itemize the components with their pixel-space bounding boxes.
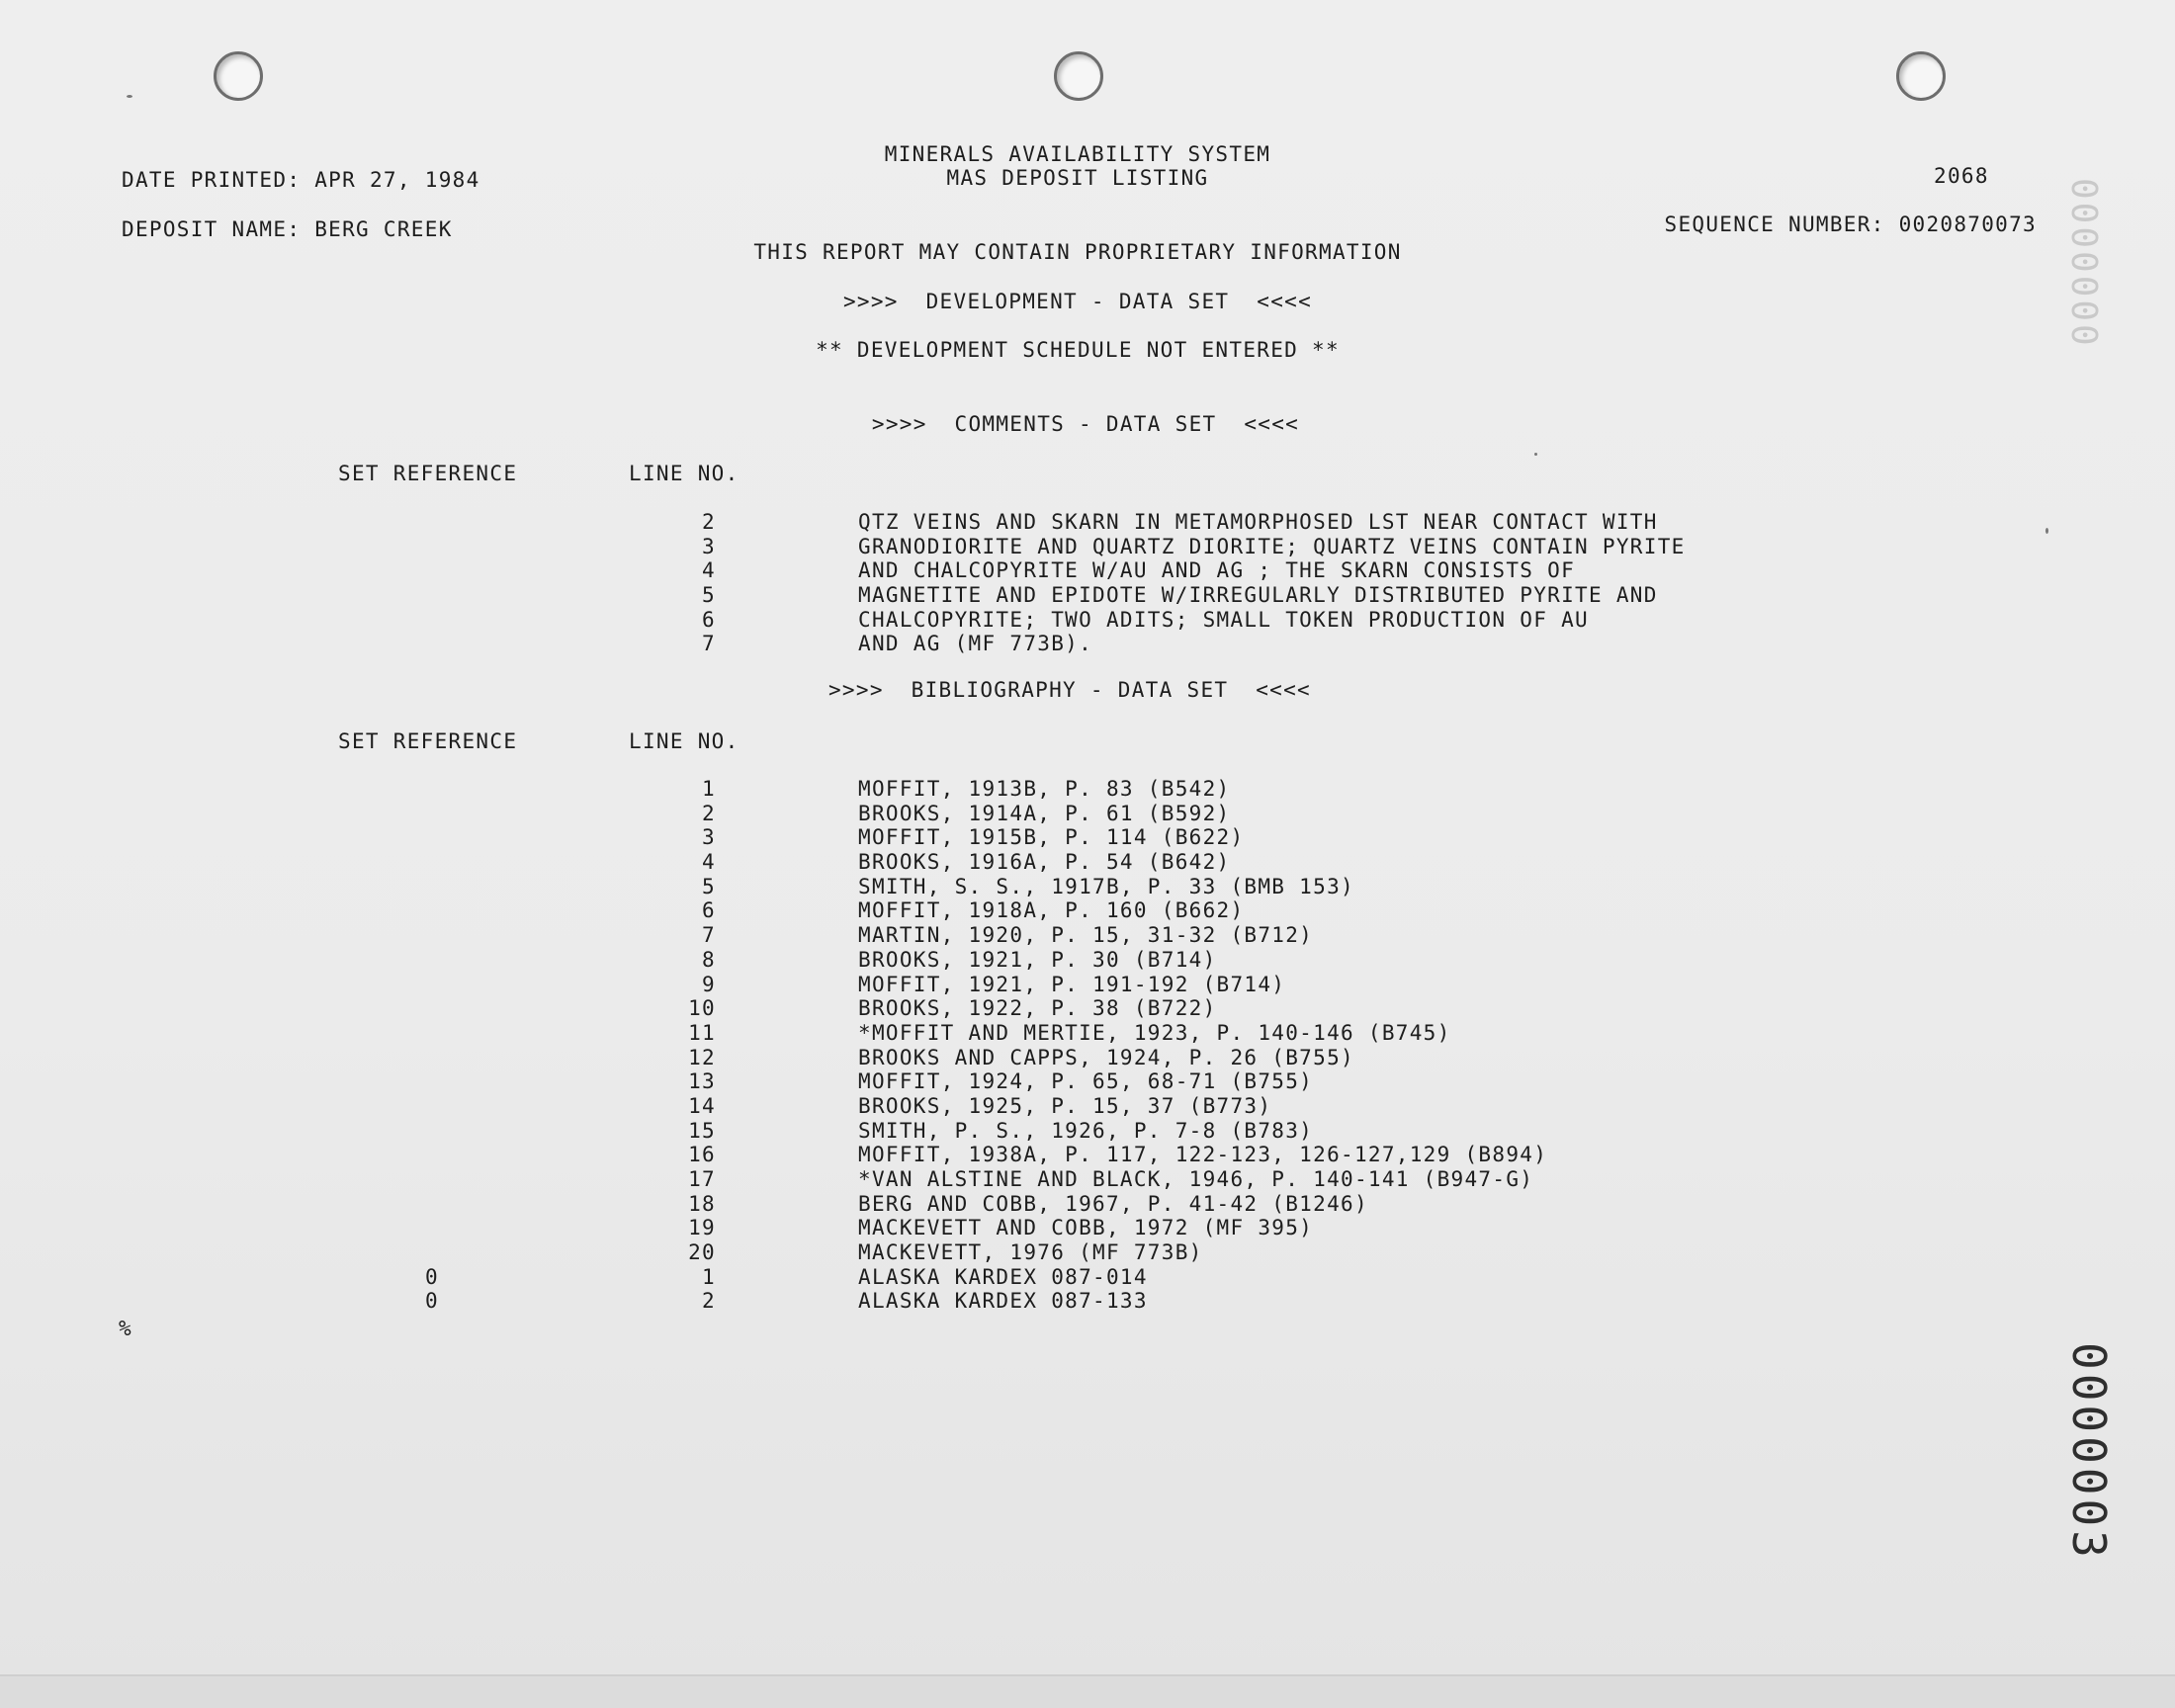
bib-line-no: 11 (688, 1020, 716, 1045)
margin-stamp-faint: 0000000 (2063, 178, 2104, 349)
bib-text: BROOKS, 1925, P. 15, 37 (B773) (858, 1093, 1272, 1118)
bib-text: MARTIN, 1920, P. 15, 31-32 (B712) (858, 923, 1314, 948)
bib-text: *MOFFIT AND MERTIE, 1923, P. 140-146 (B745) (858, 1020, 1451, 1045)
bib-line-no: 18 (688, 1191, 716, 1216)
bibliography-row (0, 1216, 2175, 1240)
bib-line-no: 8 (702, 947, 716, 972)
comment-line-no: 7 (702, 632, 716, 656)
bib-text: MOFFIT, 1924, P. 65, 68-71 (B755) (858, 1069, 1314, 1094)
comment-text: QTZ VEINS AND SKARN IN METAMORPHOSED LST NEAR CONTACT WITH (858, 510, 1658, 534)
comments-col-line-no: LINE NO. (629, 462, 740, 485)
bib-text: MACKEVETT AND COBB, 1972 (MF 395) (858, 1216, 1314, 1240)
bibliography-row (0, 973, 2175, 997)
comment-row (0, 632, 2175, 656)
comment-text: AND CHALCOPYRITE W/AU AND AG ; THE SKARN CONSISTS OF (858, 558, 1576, 583)
bib-line-no: 1 (702, 777, 716, 801)
comment-line-no: 5 (702, 583, 716, 608)
bib-text: SMITH, P. S., 1926, P. 7-8 (B783) (858, 1118, 1314, 1143)
punch-hole-center (1054, 51, 1103, 101)
bib-text: ALASKA KARDEX 087-014 (858, 1264, 1148, 1289)
bibliography-row (0, 898, 2175, 923)
scan-speck (127, 95, 132, 98)
bibliography-row (0, 825, 2175, 850)
bib-text: MACKEVETT, 1976 (MF 773B) (858, 1240, 1203, 1265)
proprietary-notice: THIS REPORT MAY CONTAIN PROPRIETARY INFORMATION (753, 240, 1402, 264)
comment-row (0, 535, 2175, 559)
comment-text: AND AG (MF 773B). (858, 632, 1093, 656)
bib-line-no: 9 (702, 972, 716, 996)
comments-col-set-reference: SET REFERENCE (338, 462, 518, 485)
system-title: MINERALS AVAILABILITY SYSTEM (884, 142, 1271, 166)
bib-text: ALASKA KARDEX 087-133 (858, 1289, 1148, 1314)
bib-set-reference: 0 (425, 1289, 439, 1314)
development-note: ** DEVELOPMENT SCHEDULE NOT ENTERED ** (816, 338, 1340, 362)
comments-rows (0, 510, 2175, 656)
bib-text: MOFFIT, 1918A, P. 160 (B662) (858, 898, 1245, 923)
bibliography-row (0, 1265, 2175, 1290)
punch-hole-left (214, 51, 263, 101)
bib-line-no: 6 (702, 898, 716, 923)
bibliography-col-set-reference: SET REFERENCE (338, 729, 518, 753)
bib-text: BROOKS, 1922, P. 38 (B722) (858, 996, 1217, 1021)
comment-line-no: 4 (702, 558, 716, 583)
bibliography-row (0, 850, 2175, 875)
bib-line-no: 2 (702, 801, 716, 825)
comment-row (0, 608, 2175, 633)
bib-text: *VAN ALSTINE AND BLACK, 1946, P. 140-141 (B947-G) (858, 1167, 1534, 1191)
bib-text: BROOKS AND CAPPS, 1924, P. 26 (B755) (858, 1045, 1354, 1069)
comment-row (0, 558, 2175, 583)
bib-line-no: 2 (702, 1289, 716, 1314)
bib-text: MOFFIT, 1938A, P. 117, 122-123, 126-127,129 (B894) (858, 1143, 1548, 1167)
comment-text: MAGNETITE AND EPIDOTE W/IRREGULARLY DISTRIBUTED PYRITE AND (858, 583, 1658, 608)
comment-text: CHALCOPYRITE; TWO ADITS; SMALL TOKEN PRODUCTION OF AU (858, 607, 1589, 632)
bibliography-row (0, 1119, 2175, 1144)
punch-hole-right (1896, 51, 1946, 101)
bibliography-rows (0, 777, 2175, 1314)
date-printed: DATE PRINTED: APR 27, 1984 (122, 168, 480, 192)
bib-text: BERG AND COBB, 1967, P. 41-42 (B1246) (858, 1191, 1368, 1216)
bibliography-row (0, 996, 2175, 1021)
comment-row (0, 583, 2175, 608)
bibliography-row (0, 1046, 2175, 1070)
bibliography-row (0, 1069, 2175, 1094)
bibliography-row (0, 1289, 2175, 1314)
sequence-number: SEQUENCE NUMBER: 0020870073 (1664, 213, 2037, 236)
bibliography-row (0, 1094, 2175, 1119)
bib-line-no: 3 (702, 825, 716, 850)
bib-line-no: 15 (688, 1118, 716, 1143)
bib-line-no: 10 (688, 996, 716, 1021)
bib-line-no: 14 (688, 1093, 716, 1118)
page-number: 2068 (1934, 164, 1989, 188)
bib-line-no: 13 (688, 1069, 716, 1094)
comment-line-no: 2 (702, 510, 716, 534)
comment-line-no: 3 (702, 534, 716, 558)
bib-line-no: 4 (702, 850, 716, 875)
bibliography-row (0, 1240, 2175, 1265)
footer-mark: % (119, 1317, 132, 1340)
bib-line-no: 7 (702, 923, 716, 948)
bib-text: SMITH, S. S., 1917B, P. 33 (BMB 153) (858, 874, 1354, 898)
bib-set-reference: 0 (425, 1264, 439, 1289)
bib-line-no: 12 (688, 1045, 716, 1069)
bibliography-row (0, 948, 2175, 973)
bibliography-row (0, 875, 2175, 899)
development-heading: >>>> DEVELOPMENT - DATA SET <<<< (842, 290, 1313, 313)
comment-row (0, 510, 2175, 535)
bib-text: MOFFIT, 1913B, P. 83 (B542) (858, 777, 1231, 801)
margin-stamp: 0000003 (2062, 1342, 2116, 1562)
bib-line-no: 19 (688, 1216, 716, 1240)
bibliography-row (0, 1021, 2175, 1046)
bibliography-heading: >>>> BIBLIOGRAPHY - DATA SET <<<< (827, 678, 1312, 702)
scan-bottom-edge (0, 1674, 2175, 1708)
bibliography-row (0, 777, 2175, 802)
listing-title: MAS DEPOSIT LISTING (946, 166, 1209, 190)
bib-text: BROOKS, 1921, P. 30 (B714) (858, 947, 1217, 972)
bibliography-col-line-no: LINE NO. (629, 729, 740, 753)
deposit-name: DEPOSIT NAME: BERG CREEK (122, 217, 453, 241)
bib-text: MOFFIT, 1915B, P. 114 (B622) (858, 825, 1245, 850)
bib-line-no: 16 (688, 1143, 716, 1167)
bibliography-row (0, 1192, 2175, 1217)
comment-text: GRANODIORITE AND QUARTZ DIORITE; QUARTZ VEINS CONTAIN PYRITE (858, 534, 1686, 558)
comments-heading: >>>> COMMENTS - DATA SET <<<< (871, 412, 1300, 436)
bibliography-row (0, 923, 2175, 948)
bib-text: BROOKS, 1914A, P. 61 (B592) (858, 801, 1231, 825)
bib-line-no: 1 (702, 1264, 716, 1289)
bibliography-row (0, 1167, 2175, 1192)
comment-line-no: 6 (702, 607, 716, 632)
scan-speck (1534, 453, 1537, 456)
bib-line-no: 17 (688, 1167, 716, 1191)
bibliography-row (0, 802, 2175, 826)
bib-line-no: 20 (688, 1240, 716, 1265)
bib-line-no: 5 (702, 874, 716, 898)
bibliography-row (0, 1143, 2175, 1167)
bib-text: BROOKS, 1916A, P. 54 (B642) (858, 850, 1231, 875)
bib-text: MOFFIT, 1921, P. 191-192 (B714) (858, 972, 1286, 996)
